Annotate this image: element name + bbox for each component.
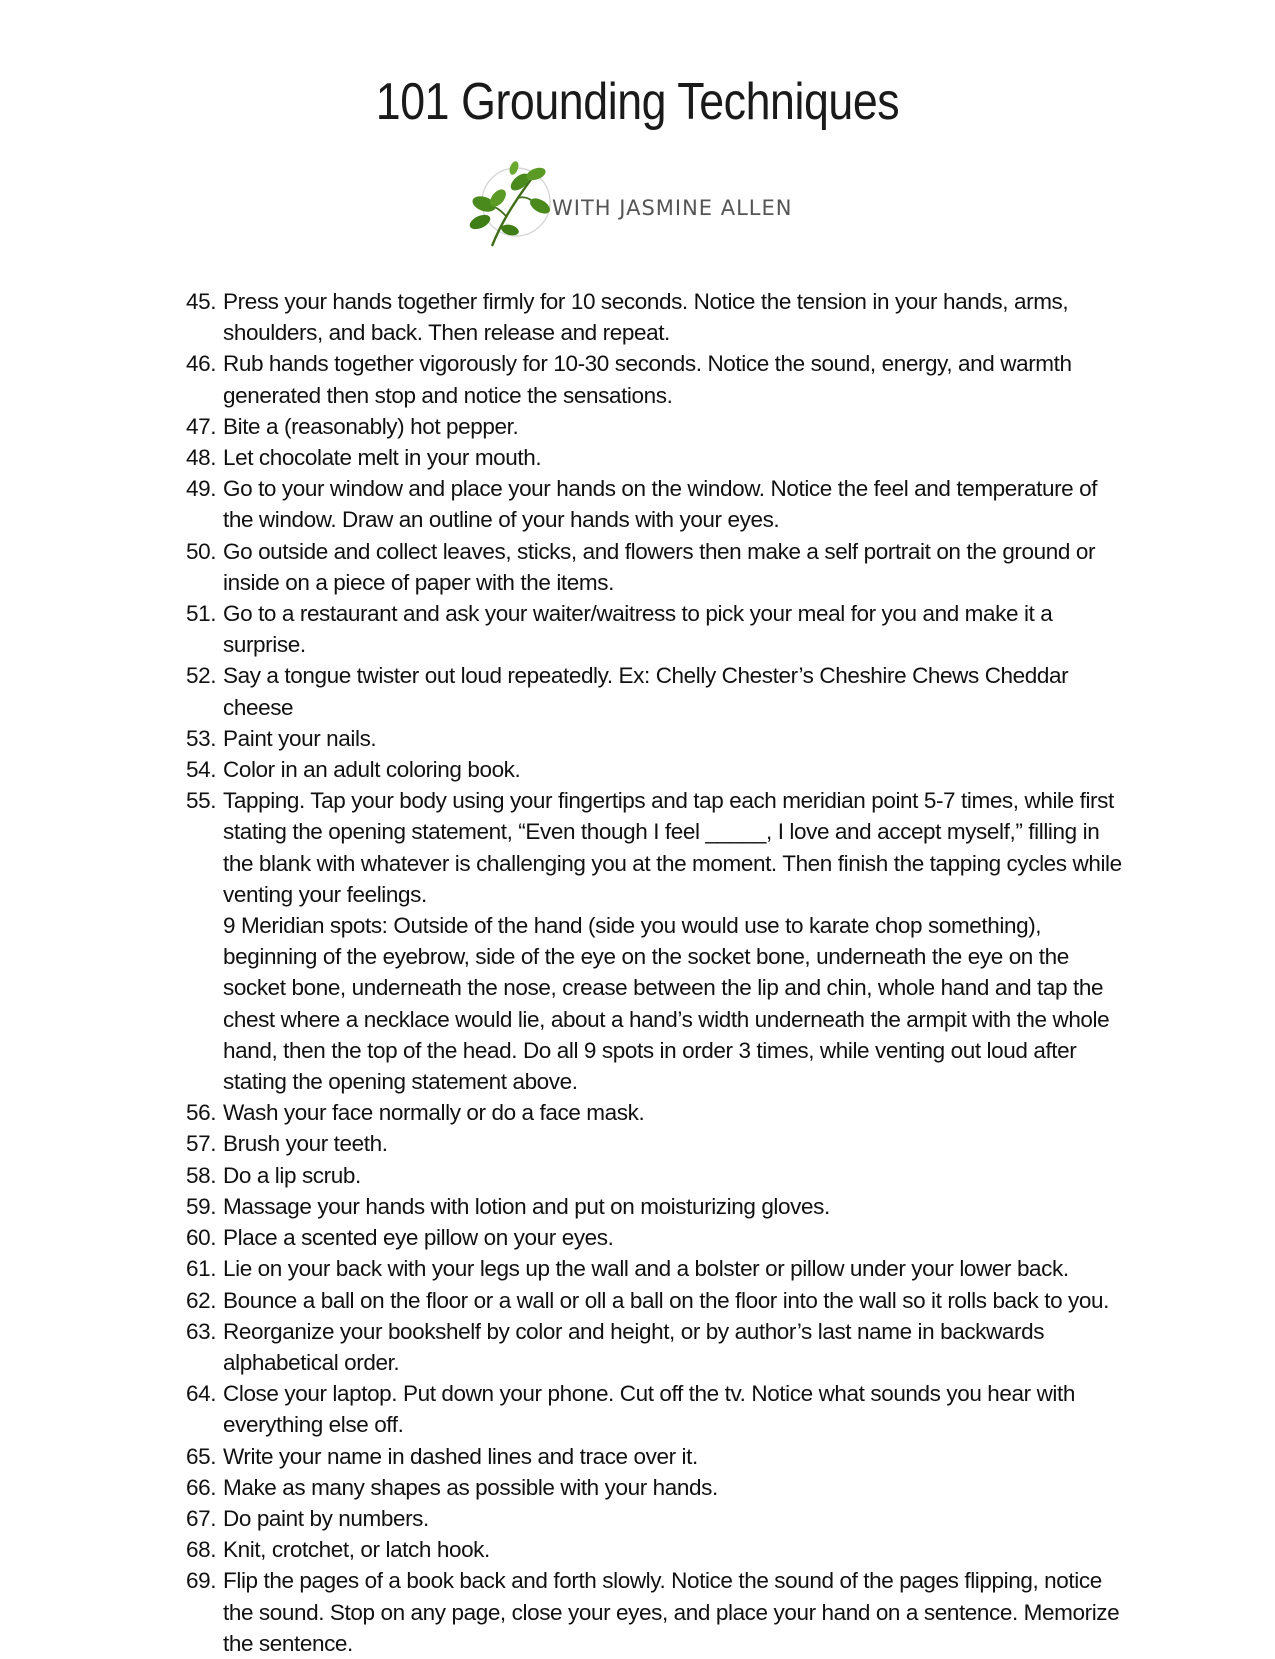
list-item bbox=[186, 1160, 1126, 1191]
item-number: 49. bbox=[186, 476, 217, 502]
item-body bbox=[223, 1222, 1126, 1253]
item-text: Go to a restaurant and ask your waiter/waitress to pick your meal for you and make it a surprise. bbox=[223, 601, 1053, 658]
list-item bbox=[186, 785, 1126, 1097]
item-text: Let chocolate melt in your mouth. bbox=[223, 445, 542, 471]
item-number: 51. bbox=[186, 601, 217, 627]
item-text: Paint your nails. bbox=[223, 725, 377, 751]
item-body bbox=[223, 1534, 1126, 1565]
item-body bbox=[223, 1160, 1126, 1191]
item-number: 63. bbox=[186, 1318, 217, 1344]
item-number: 68. bbox=[186, 1537, 217, 1563]
item-body bbox=[223, 1565, 1126, 1659]
list-item bbox=[186, 442, 1126, 473]
list-item bbox=[186, 1472, 1126, 1503]
leaf-logo-icon bbox=[462, 160, 562, 254]
list-item bbox=[186, 473, 1126, 535]
item-body bbox=[223, 785, 1126, 1097]
item-body bbox=[223, 723, 1126, 754]
item-number: 65. bbox=[186, 1443, 217, 1469]
item-number: 64. bbox=[186, 1381, 217, 1407]
item-body bbox=[223, 1253, 1126, 1284]
logo-text: WITH JASMINE ALLEN bbox=[552, 196, 793, 220]
item-number: 60. bbox=[186, 1225, 217, 1251]
item-number: 69. bbox=[186, 1568, 217, 1594]
item-body bbox=[223, 1316, 1126, 1378]
brand-logo bbox=[462, 160, 822, 254]
list-item bbox=[186, 754, 1126, 785]
list-item bbox=[186, 1128, 1126, 1159]
item-body bbox=[223, 536, 1126, 598]
list-item bbox=[186, 1253, 1126, 1284]
list-item bbox=[186, 723, 1126, 754]
item-text: Do a lip scrub. bbox=[223, 1162, 361, 1188]
item-number: 48. bbox=[186, 445, 217, 471]
item-number: 57. bbox=[186, 1131, 217, 1157]
item-body bbox=[223, 348, 1126, 410]
item-text: Go outside and collect leaves, sticks, and flowers then make a self portrait on the ground or inside on a piece of paper with the items. bbox=[223, 538, 1096, 595]
item-text: Brush your teeth. bbox=[223, 1131, 388, 1157]
list-item bbox=[186, 1534, 1126, 1565]
item-text: Write your name in dashed lines and trace over it. bbox=[223, 1443, 698, 1469]
item-body bbox=[223, 1285, 1126, 1316]
item-text: Rub hands together vigorously for 10-30 seconds. Notice the sound, energy, and warmth generated then stop and notice the sensations. bbox=[223, 351, 1072, 408]
item-body bbox=[223, 473, 1126, 535]
item-number: 61. bbox=[186, 1256, 217, 1282]
item-body bbox=[223, 1441, 1126, 1472]
item-text: Wash your face normally or do a face mask. bbox=[223, 1100, 645, 1126]
list-item bbox=[186, 660, 1126, 722]
item-body bbox=[223, 411, 1126, 442]
list-item bbox=[186, 1565, 1126, 1659]
item-body bbox=[223, 1503, 1126, 1534]
item-number: 66. bbox=[186, 1474, 217, 1500]
item-body bbox=[223, 442, 1126, 473]
item-body bbox=[223, 1378, 1126, 1440]
list-item bbox=[186, 411, 1126, 442]
item-body bbox=[223, 1472, 1126, 1503]
list-item bbox=[186, 536, 1126, 598]
item-text: Reorganize your bookshelf by color and height, or by author’s last name in backwards alphabetical order. bbox=[223, 1318, 1045, 1375]
item-number: 50. bbox=[186, 538, 217, 564]
item-text: Tapping. Tap your body using your fingertips and tap each meridian point 5-7 times, while first stating the opening statement, “Even though I feel _____, I love and accept myself,” filling in the blank with whatever is challenging you at the moment. Then finish the tapping cycles while venting your feelings. bbox=[223, 788, 1122, 907]
item-number: 45. bbox=[186, 289, 217, 314]
item-number: 59. bbox=[186, 1193, 217, 1219]
item-text: Do paint by numbers. bbox=[223, 1505, 429, 1531]
item-body bbox=[223, 1191, 1126, 1222]
list-item bbox=[186, 348, 1126, 410]
item-text: Knit, crotchet, or latch hook. bbox=[223, 1537, 490, 1563]
list-item bbox=[186, 1097, 1126, 1128]
item-text: Bounce a ball on the floor or a wall or oll a ball on the floor into the wall so it rolls back to you. bbox=[223, 1287, 1109, 1313]
list-item bbox=[186, 598, 1126, 660]
page-title: 101 Grounding Techniques bbox=[375, 73, 900, 131]
item-number: 46. bbox=[186, 351, 217, 377]
item-body bbox=[223, 598, 1126, 660]
item-text: Flip the pages of a book back and forth slowly. Notice the sound of the pages flipping, notice the sound. Stop on any page, close your eyes, and place your hand on a sentence. Memorize the sentence. bbox=[223, 1568, 1120, 1656]
item-text: Make as many shapes as possible with your hands. bbox=[223, 1474, 718, 1500]
item-number: 58. bbox=[186, 1162, 217, 1188]
item-number: 47. bbox=[186, 413, 217, 439]
item-body bbox=[223, 1128, 1126, 1159]
item-number: 55. bbox=[186, 788, 217, 814]
item-body bbox=[223, 286, 1126, 348]
item-number: 56. bbox=[186, 1100, 217, 1126]
list-item bbox=[186, 1285, 1126, 1316]
item-number: 54. bbox=[186, 757, 217, 783]
item-number: 62. bbox=[186, 1287, 217, 1313]
list-item bbox=[186, 1191, 1126, 1222]
item-number: 53. bbox=[186, 725, 217, 751]
item-text: Press your hands together firmly for 10 seconds. Notice the tension in your hands, arms, shoulders, and back. Then release and repeat. bbox=[223, 289, 1069, 346]
item-number: 52. bbox=[186, 663, 217, 689]
list-item bbox=[186, 286, 1126, 348]
technique-list bbox=[186, 286, 1126, 1659]
item-text: Color in an adult coloring book. bbox=[223, 757, 521, 783]
item-text: Massage your hands with lotion and put on moisturizing gloves. bbox=[223, 1193, 830, 1219]
item-body bbox=[223, 1097, 1126, 1128]
item-body bbox=[223, 660, 1126, 722]
item-text: Close your laptop. Put down your phone. Cut off the tv. Notice what sounds you hear with everything else off. bbox=[223, 1381, 1075, 1438]
list-item bbox=[186, 1503, 1126, 1534]
list-item bbox=[186, 1378, 1126, 1440]
item-text: Place a scented eye pillow on your eyes. bbox=[223, 1225, 614, 1251]
list-item bbox=[186, 1316, 1126, 1378]
item-text: Go to your window and place your hands on the window. Notice the feel and temperature of the window. Draw an outline of your hands with your eyes. bbox=[223, 476, 1098, 533]
list-item bbox=[186, 1222, 1126, 1253]
item-number: 67. bbox=[186, 1505, 217, 1531]
list-item bbox=[186, 1441, 1126, 1472]
item-body bbox=[223, 754, 1126, 785]
item-text: Lie on your back with your legs up the wall and a bolster or pillow under your lower back. bbox=[223, 1256, 1069, 1282]
item-text: Bite a (reasonably) hot pepper. bbox=[223, 413, 519, 439]
item-text: Say a tongue twister out loud repeatedly. Ex: Chelly Chester’s Cheshire Chews Cheddar cheese bbox=[223, 663, 1069, 720]
item-subtext: 9 Meridian spots: Outside of the hand (side you would use to karate chop something), beginning of the eyebrow, side of the eye on the socket bone, underneath the eye on the socket bone, underneath the nose, crease between the lip and chin, whole hand and tap the chest where a necklace would lie, about a hand’s width underneath the armpit with the whole hand, then the top of the head. Do all 9 spots in order 3 times, while venting out loud after stating the opening statement above. bbox=[223, 913, 1110, 1095]
